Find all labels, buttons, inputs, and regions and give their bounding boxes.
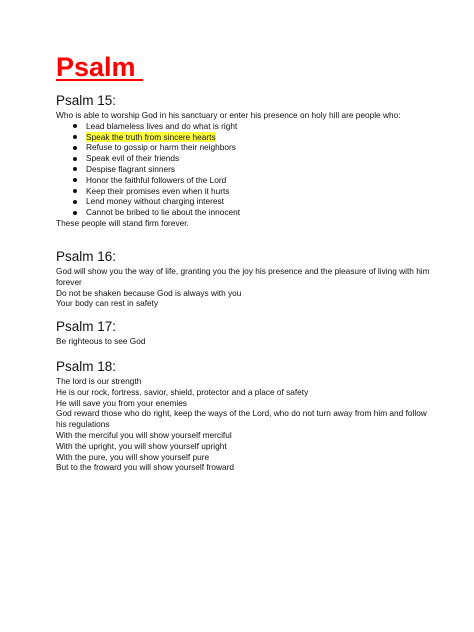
list-item-text: Speak evil of their friends (86, 153, 180, 164)
list-item-text: Keep their promises even when it hurts (86, 185, 230, 196)
psalm-15-list (56, 121, 436, 218)
psalm-18-line: He is our rock, fortress, savior, shield, protector and a place of safety (56, 386, 309, 397)
psalm-15-heading: Psalm 15: (56, 93, 117, 108)
bullet-icon (73, 167, 77, 171)
psalm-18-line: God reward those who do right, keep the ways of the Lord, who do not turn away from him and follow his regulations (56, 408, 427, 430)
list-item-text: Cannot be bribed to lie about the innocent (86, 207, 241, 218)
list-item (56, 175, 436, 186)
list-item (56, 207, 436, 218)
list-item (56, 164, 436, 175)
bullet-icon (73, 200, 77, 204)
list-item-text: Refuse to gossip or harm their neighbors (86, 142, 236, 153)
bullet-icon (73, 124, 77, 128)
psalm-17-heading: Psalm 17: (56, 319, 117, 334)
list-item (56, 153, 436, 164)
psalm-16-section (56, 248, 436, 309)
document-title: Psalm (56, 52, 144, 82)
list-item (56, 142, 436, 153)
list-item (56, 196, 436, 207)
list-item-text: Lead blameless lives and do what is right (86, 120, 238, 131)
psalm-16-line: Do not be shaken because God is always with you (56, 287, 242, 298)
psalm-18-line: The lord is our strength (56, 376, 142, 386)
psalm-18-line: With the merciful you will show yourself merciful (56, 429, 232, 440)
psalm-17-section (56, 318, 436, 347)
psalm-16-line: God will show you the way of life, granting you the joy his presence and the pleasure of living with him forever (56, 266, 430, 287)
list-item (56, 121, 436, 132)
bullet-icon (73, 178, 77, 182)
bullet-icon (73, 189, 77, 193)
psalm-18-line: With the pure, you will show yourself pure (56, 451, 210, 462)
psalm-17-line: Be righteous to see God (56, 336, 146, 346)
bullet-icon (73, 135, 77, 139)
highlighted-text: Speak the truth from sincere hearts (86, 131, 216, 142)
psalm-16-heading: Psalm 16: (56, 249, 117, 264)
psalm-18-line: He will save you from your enemies (56, 397, 187, 408)
psalm-18-line: But to the froward you will show yourself froward (56, 462, 234, 473)
bullet-icon (73, 157, 77, 161)
psalm-16-line: Your body can rest in safety (56, 298, 159, 309)
list-item-highlighted (56, 132, 436, 143)
psalm-18-line: With the upright, you will show yourself upright (56, 440, 227, 451)
bullet-icon (73, 211, 77, 215)
psalm-15-intro: Who is able to worship God in his sanctuary or enter his presence on holy hill are people who: (56, 110, 401, 120)
psalm-18-section (56, 358, 436, 473)
list-item-text: Honor the faithful followers of the Lord (86, 174, 227, 185)
list-item-text: Lend money without charging interest (86, 196, 224, 207)
list-item (56, 186, 436, 197)
psalm-15-section (56, 92, 436, 229)
bullet-icon (73, 146, 77, 150)
psalm-18-heading: Psalm 18: (56, 359, 117, 374)
list-item-text: Despise flagrant sinners (86, 163, 176, 174)
psalm-15-closing: These people will stand firm forever. (56, 217, 189, 228)
